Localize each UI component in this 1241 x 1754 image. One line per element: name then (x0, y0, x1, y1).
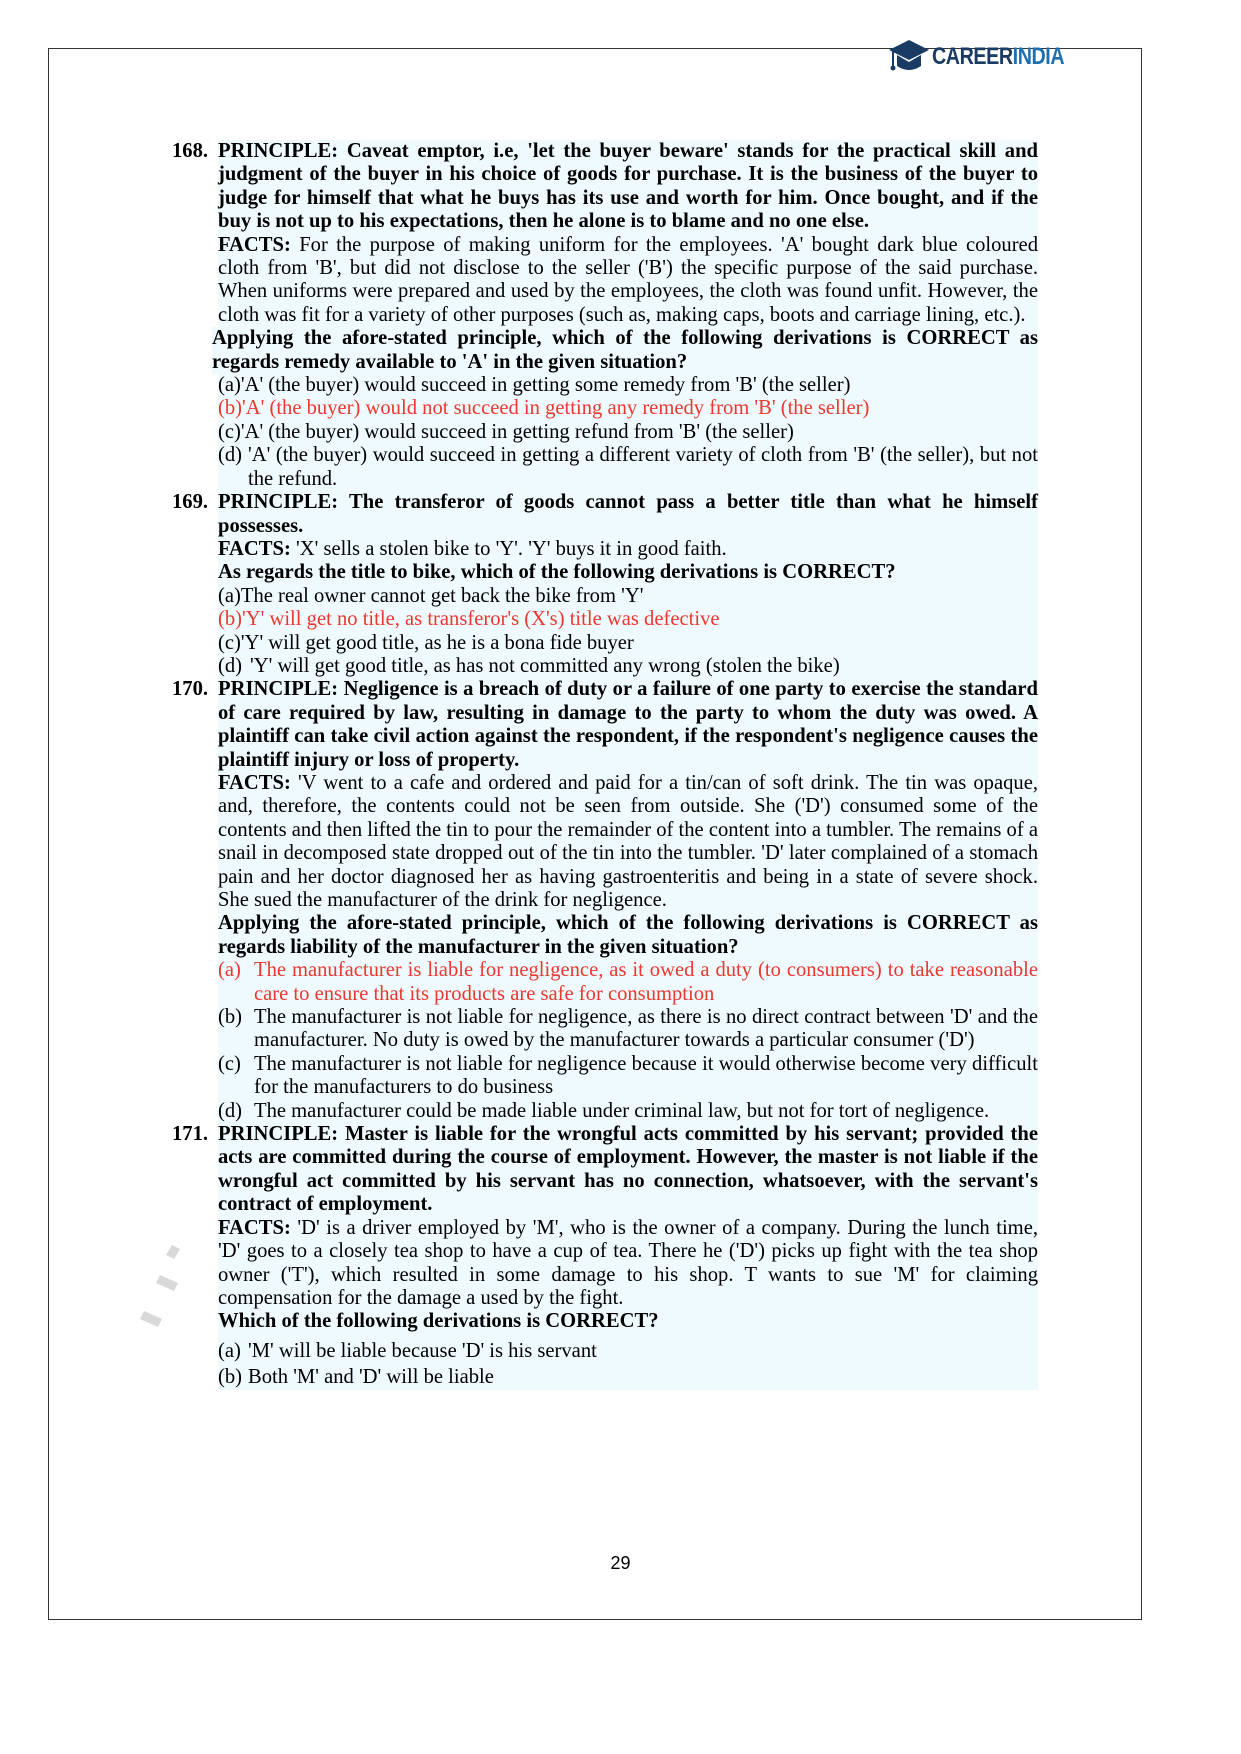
option-b[interactable]: (b) The manufacturer is not liable for negligence, as there is no direct contract between 'D' and the manufacturer. No duty is owed by the manufacturer towards a particular consumer ('D') (218, 1006, 1038, 1052)
facts-block (218, 234, 1038, 328)
option-d[interactable]: (d) The manufacturer could be made liable under criminal law, but not for tort of negligence. (218, 1099, 990, 1122)
facts-block (218, 772, 1038, 912)
facts-label: FACTS: (218, 233, 291, 256)
option-c[interactable]: (c) 'Y' will get good title, as he is a bona fide buyer (218, 631, 634, 654)
question-text: Applying the afore-stated principle, which of the following derivations is CORRECT as regards liability of the manufacturer in the given situation? (218, 912, 1038, 958)
principle-block (218, 140, 1038, 234)
principle-label: PRINCIPLE: (218, 491, 339, 514)
facts-label: FACTS: (218, 771, 291, 794)
question-171 (172, 1123, 1038, 1390)
page-content (172, 140, 1038, 1390)
graduation-cap-icon (888, 36, 930, 78)
principle-label: PRINCIPLE: (218, 140, 339, 162)
facts-label: FACTS: (218, 1216, 291, 1239)
option-a[interactable]: (a) 'A' (the buyer) would succeed in getting some remedy from 'B' (the seller) (218, 374, 851, 397)
option-d[interactable]: (d) 'A' (the buyer) would succeed in getting a different variety of cloth from 'B' (the seller), but not the refund. (218, 444, 1038, 490)
option-c[interactable]: (c) The manufacturer is not liable for negligence because it would otherwise become very difficult for the manufacturers to do business (218, 1052, 1038, 1099)
options-list (218, 959, 1038, 1123)
question-number: 168. (172, 140, 209, 162)
question-number: 169. (172, 491, 209, 514)
question-text: Applying the afore-stated principle, which of the following derivations is CORRECT as regards remedy available to 'A' in the given situation? (212, 327, 1038, 373)
facts-block (218, 1217, 1038, 1311)
question-text: Which of the following derivations is CORRECT? (218, 1310, 1038, 1337)
principle-block (218, 678, 1038, 772)
option-c[interactable]: (c) 'A' (the buyer) would succeed in getting refund from 'B' (the seller) (218, 420, 794, 443)
question-170 (172, 678, 1038, 1123)
option-a[interactable]: (a) The real owner cannot get back the bike from 'Y' (218, 584, 644, 607)
question-text: As regards the title to bike, which of the following derivations is CORRECT? (218, 561, 1038, 584)
option-b[interactable]: (b) Both 'M' and 'D' will be liable (218, 1365, 494, 1388)
principle-text: Negligence is a breach of duty or a failure of one party to exercise the standard of care required by law, resulting in damage to the party to whom the duty was owed. A plaintiff can take civil action against the respondent, if the respondent's negligence causes the plaintiff injury or loss of property. (218, 678, 1038, 771)
facts-label: FACTS: (218, 537, 291, 560)
facts-text: 'X' sells a stolen bike to 'Y'. 'Y' buys it in good faith. (296, 537, 727, 560)
principle-text: Caveat emptor, i.e, 'let the buyer beware' stands for the practical skill and judgment of the buyer in his choice of goods for purchase. It is the business of the buyer to judge for himself that what he buys has its use and worth for him. Once bought, and if the buy is not up to his expectations, then he alone is to blame and no one else. (218, 140, 1038, 233)
principle-block (218, 1123, 1038, 1217)
principle-text: The transferor of goods cannot pass a better title than what he himself possesses. (218, 491, 1038, 537)
facts-text: For the purpose of making uniform for the employees. 'A' bought dark blue coloured cloth from 'B', but did not disclose to the seller ('B') the specific purpose of the said purchase. When uniforms were prepared and used by the employees, the cloth was found unfit. However, the cloth was fit for a variety of other purposes (such as, making caps, boots and carriage lining, etc.). (218, 233, 1038, 326)
options-list (218, 1338, 1038, 1390)
options-list (218, 585, 1038, 679)
option-d[interactable]: (d) 'Y' will get good title, as has not committed any wrong (stolen the bike) (218, 654, 840, 677)
question-number: 171. (172, 1123, 209, 1146)
facts-text: 'D' is a driver employed by 'M', who is the owner of a company. During the lunch time, 'D' goes to a closely tea shop to have a cup of tea. There he ('D') picks up fight with the tea shop owner ('T'), which resulted in some damage to his shop. T wants to sue 'M' for claiming compensation for the damage a used by the fight. (218, 1216, 1038, 1309)
facts-text: 'V went to a cafe and ordered and paid for a tin/can of soft drink. The tin was opaque, and, therefore, the contents could not be seen from outside. She ('D') consumed some of the contents and then lifted the tin to pour the remainder of the content into a tumbler. The remains of a snail in decomposed state dropped out of the tin into the tumbler. 'D' later complained of a stomach pain and her doctor diagnosed her as having gastroenteritis and being in a state of severe shock. She sued the manufacturer of the drink for negligence. (218, 771, 1038, 911)
question-168 (172, 140, 1038, 491)
careerindia-logo (888, 34, 1093, 80)
facts-block (218, 538, 1038, 561)
option-b-correct[interactable]: (b) 'Y' will get no title, as transferor's (X's) title was defective (218, 608, 720, 631)
option-b-correct[interactable]: (b) 'A' (the buyer) would not succeed in getting any remedy from 'B' (the seller) (218, 397, 870, 420)
option-a[interactable]: (a) 'M' will be liable because 'D' is his servant (218, 1339, 597, 1362)
principle-label: PRINCIPLE: (218, 678, 339, 701)
question-number: 170. (172, 678, 209, 701)
principle-label: PRINCIPLE: (218, 1123, 339, 1146)
principle-text: Master is liable for the wrongful acts committed by his servant; provided the acts are committed during the course of employment. However, the master is not liable if the wrongful act committed by his servant has no connection, whatsoever, with the servant's contract of employment. (218, 1123, 1038, 1216)
question-169 (172, 491, 1038, 678)
option-a-correct[interactable]: (a) The manufacturer is liable for negligence, as it owed a duty (to consumers) to take reasonable care to ensure that its products are safe for consumption (218, 959, 1038, 1005)
options-list (218, 374, 1038, 491)
principle-block (218, 491, 1038, 538)
logo-wordmark: CAREERINDIA (932, 43, 1065, 70)
page-number: 29 (610, 1553, 631, 1573)
